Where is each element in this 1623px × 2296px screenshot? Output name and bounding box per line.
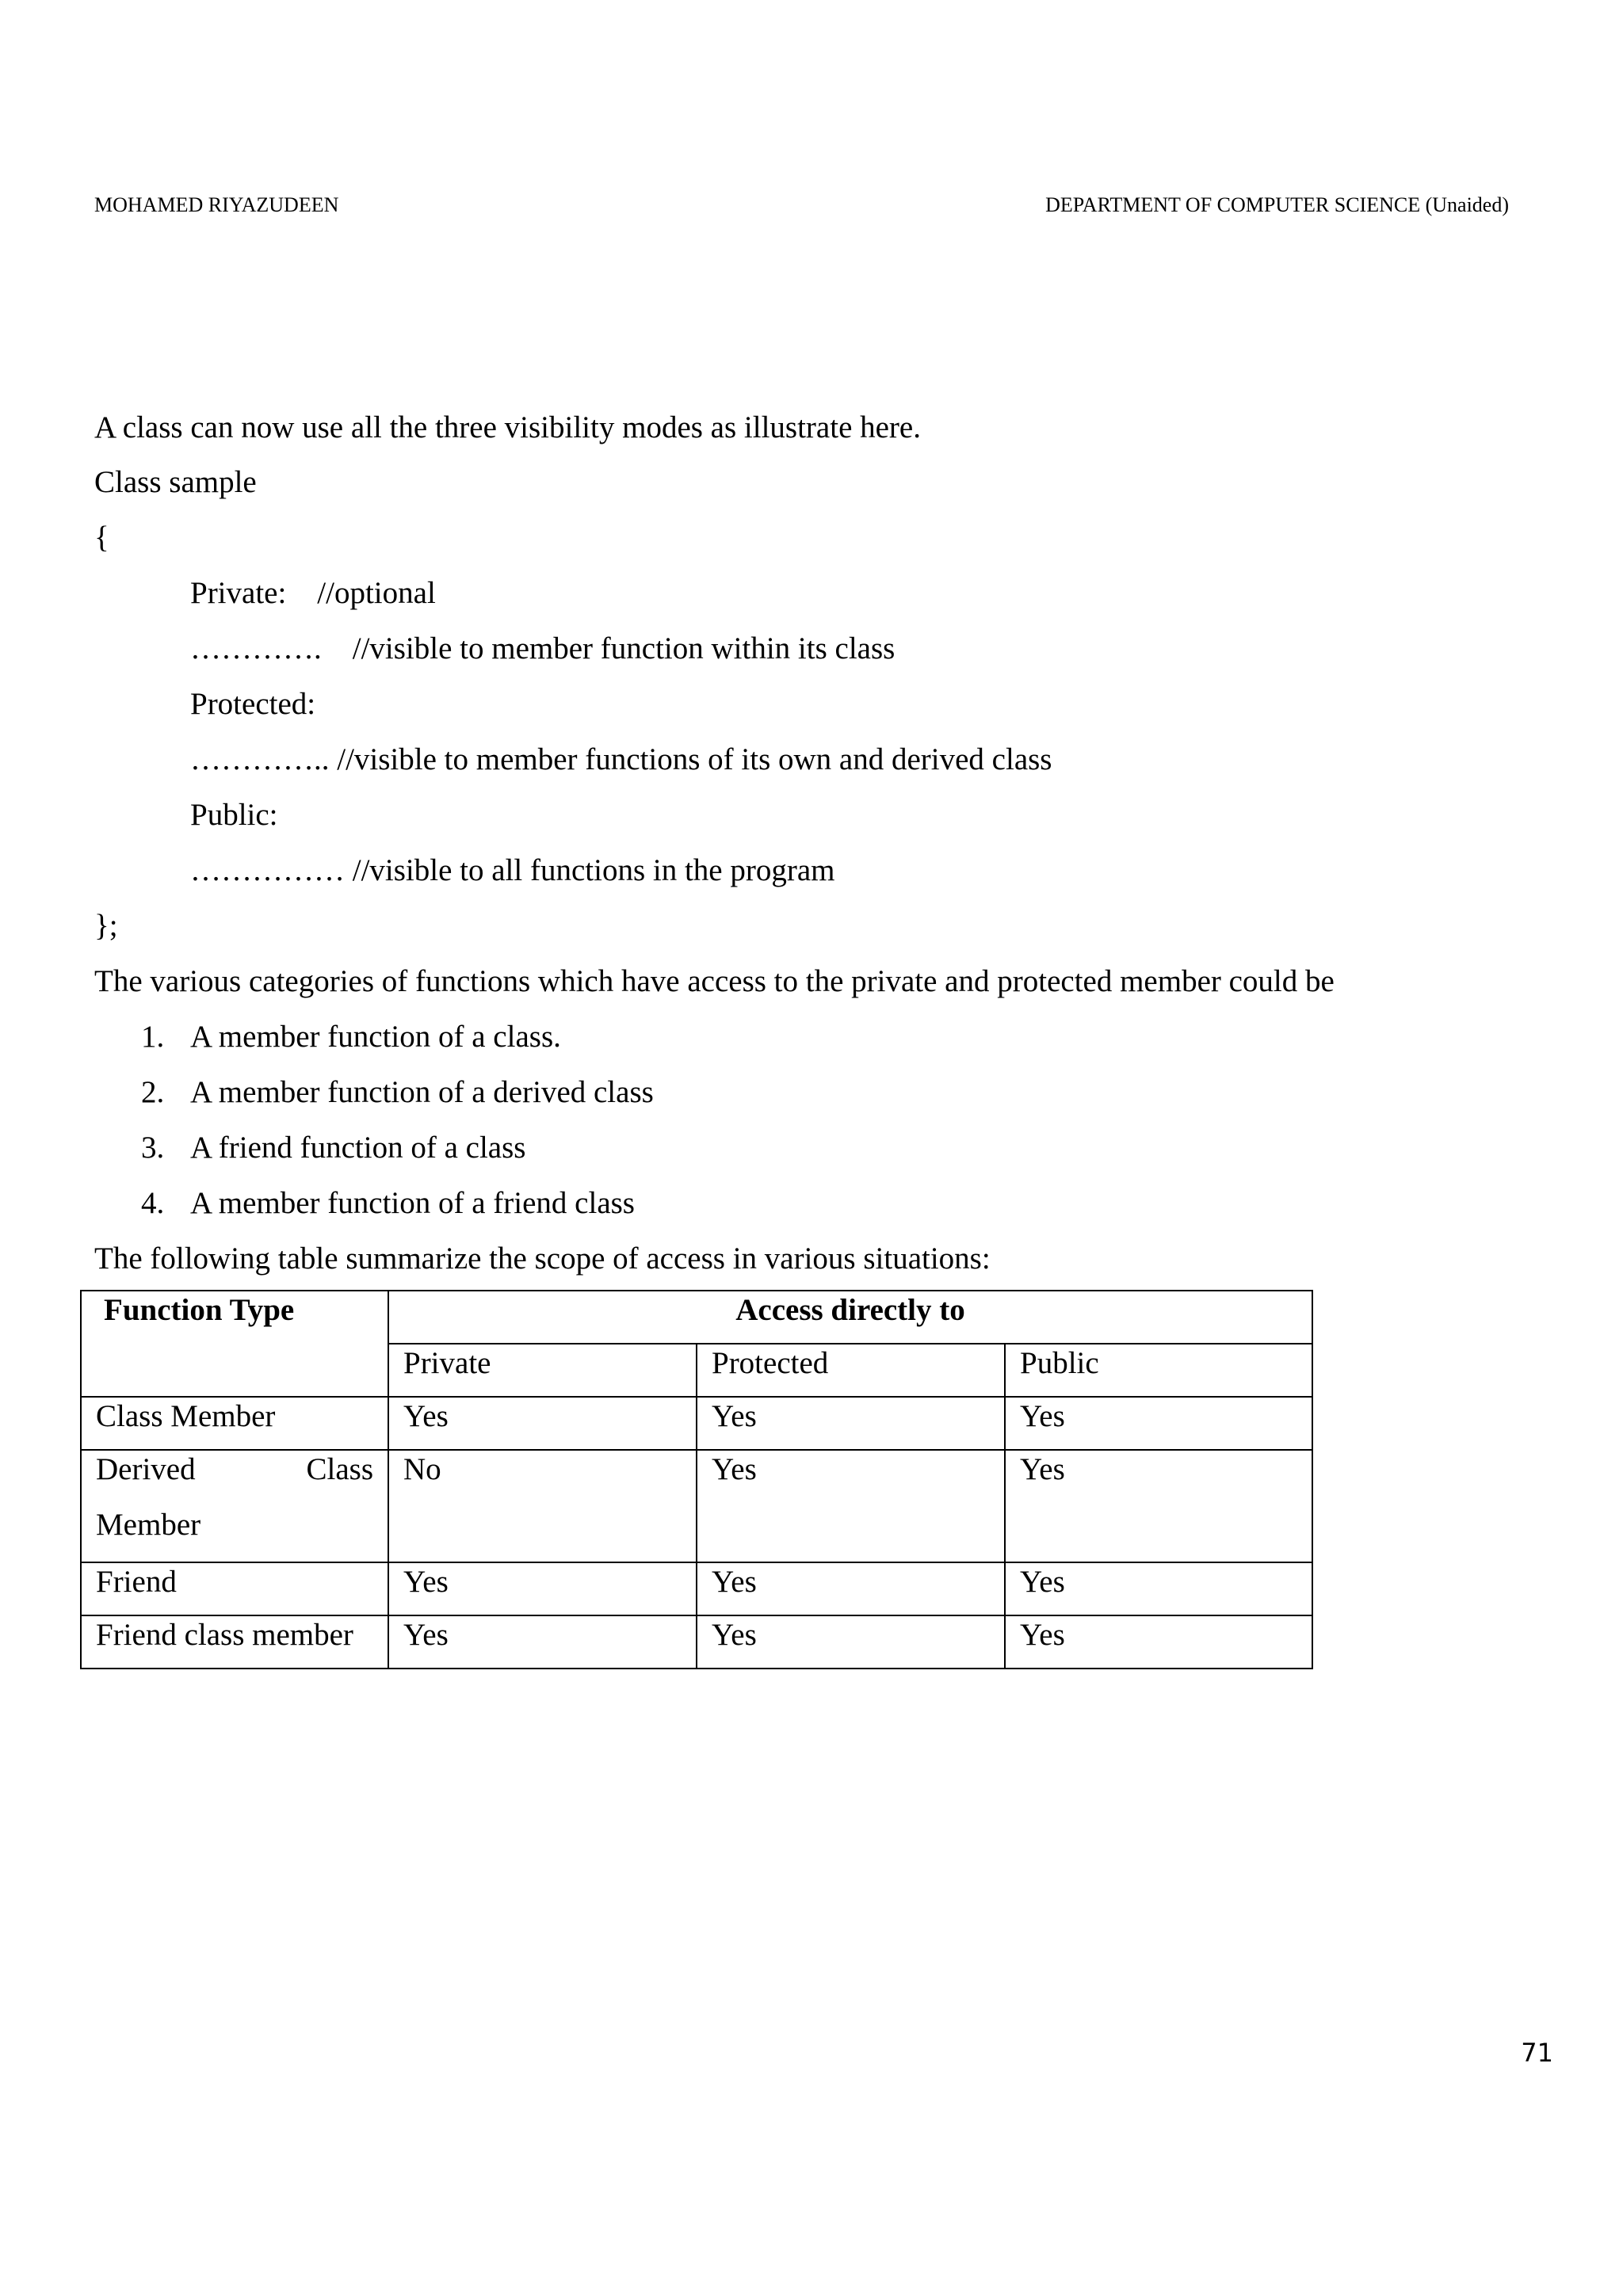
page-number: 71 (1521, 2038, 1553, 2068)
cell-public: Yes (1005, 1450, 1312, 1562)
cell-private: No (388, 1450, 697, 1562)
open-brace: { (94, 521, 109, 555)
list-item-text: A member function of a derived class (190, 1075, 654, 1109)
row-label: Friend class member (81, 1615, 388, 1669)
categories-paragraph: The various categories of functions which have access to the private and protected member could be (94, 964, 1335, 998)
cell-protected: Yes (697, 1450, 1005, 1562)
cell-protected: Yes (697, 1397, 1005, 1450)
class-declaration: Class sample (94, 465, 257, 499)
row-label: Friend (81, 1562, 388, 1615)
list-item-number: 4. (141, 1186, 165, 1220)
list-item-text: A member function of a class. (190, 1020, 561, 1054)
row-label (81, 1450, 388, 1562)
cell-private: Yes (388, 1615, 697, 1669)
table-row (81, 1450, 1312, 1562)
list-item-number: 1. (141, 1020, 165, 1054)
cell-private: Yes (388, 1562, 697, 1615)
row-label-part: Class (306, 1452, 373, 1486)
access-scope-table (80, 1290, 1313, 1669)
header-access-directly-to: Access directly to (388, 1291, 1312, 1344)
cell-private: Yes (388, 1397, 697, 1450)
header-author: MOHAMED RIYAZUDEEN (94, 193, 339, 216)
table-intro-paragraph: The following table summarize the scope of access in various situations: (94, 1241, 991, 1276)
code-line-protected: Protected: (190, 687, 316, 721)
row-label-part: Member (96, 1508, 201, 1542)
code-line-public-body: …………… //visible to all functions in the program (190, 853, 835, 887)
subheader-public: Public (1005, 1344, 1312, 1397)
list-item-number: 3. (141, 1131, 165, 1165)
list-item-number: 2. (141, 1075, 165, 1109)
row-label-part: Derived (96, 1452, 196, 1486)
list-item-text: A friend function of a class (190, 1131, 526, 1165)
code-line-public: Public: (190, 798, 278, 832)
table-row (81, 1397, 1312, 1450)
header-department: DEPARTMENT OF COMPUTER SCIENCE (Unaided) (1045, 193, 1509, 216)
cell-public: Yes (1005, 1397, 1312, 1450)
intro-paragraph: A class can now use all the three visibility modes as illustrate here. (94, 410, 921, 444)
subheader-protected: Protected (697, 1344, 1005, 1397)
cell-protected: Yes (697, 1562, 1005, 1615)
code-line-private: Private: //optional (190, 576, 436, 610)
table-row (81, 1615, 1312, 1669)
code-line-protected-body: ………….. //visible to member functions of its own and derived class (190, 742, 1052, 776)
table-row (81, 1562, 1312, 1615)
cell-public: Yes (1005, 1562, 1312, 1615)
row-label: Class Member (81, 1397, 388, 1450)
code-line-private-body: …………. //visible to member function within its class (190, 631, 896, 666)
subheader-private: Private (388, 1344, 697, 1397)
cell-public: Yes (1005, 1615, 1312, 1669)
row-label-first-line (96, 1452, 373, 1487)
table-header-row (81, 1291, 1312, 1344)
cell-protected: Yes (697, 1615, 1005, 1669)
close-brace: }; (94, 909, 118, 943)
header-function-type: Function Type (81, 1291, 388, 1397)
list-item-text: A member function of a friend class (190, 1186, 635, 1220)
